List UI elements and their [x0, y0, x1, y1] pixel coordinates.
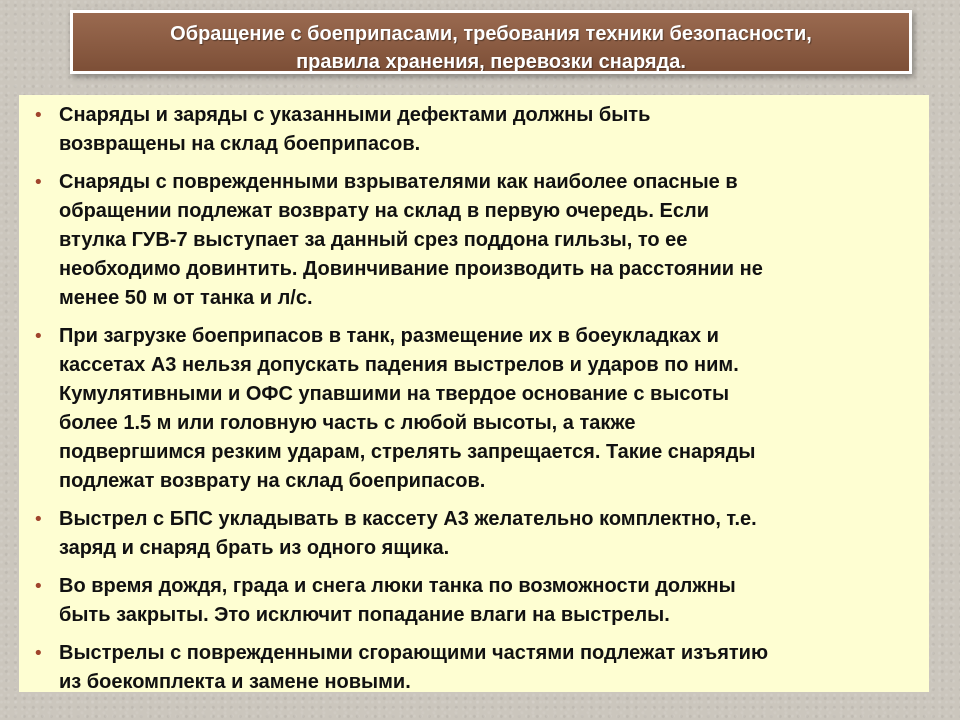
- bullet-text: [59, 322, 917, 496]
- bullet-text-line: более 1.5 м или головную часть с любой высоты, а также: [59, 412, 636, 434]
- bullet-text-line: втулка ГУВ-7 выступает за данный срез поддона гильзы, то ее: [59, 229, 688, 251]
- bullet-text-line: Во время дождя, града и снега люки танка по возможности должны: [59, 575, 736, 597]
- bullet-text: [59, 101, 917, 159]
- slide-title-line-2: правила хранения, перевозки снаряда.: [296, 51, 686, 73]
- bullet-text-line: Выстрелы с поврежденными сгорающими частями подлежат изъятию: [59, 642, 769, 664]
- bullet-dot-icon: •: [33, 326, 44, 347]
- slide-title: [73, 13, 909, 74]
- bullet-text-line: возвращены на склад боеприпасов.: [59, 133, 421, 155]
- bullet-text: [59, 639, 917, 697]
- content-panel: [19, 95, 929, 692]
- bullet-text-line: из боекомплекта и замене новыми.: [59, 671, 411, 693]
- bullet-text-line: Кумулятивными и ОФС упавшими на твердое основание с высоты: [59, 383, 730, 405]
- bullet-list: [29, 101, 917, 697]
- bullet-item: [29, 639, 917, 697]
- bullet-text-line: подлежат возврату на склад боеприпасов.: [59, 470, 486, 492]
- bullet-text-line: необходимо довинтить. Довинчивание производить на расстоянии не: [59, 258, 763, 280]
- bullet-text: [59, 572, 917, 630]
- bullet-text-line: подвергшимся резким ударам, стрелять запрещается. Такие снаряды: [59, 441, 756, 463]
- slide-title-banner: [70, 10, 912, 74]
- bullet-text-line: менее 50 м от танка и л/с.: [59, 287, 313, 309]
- bullet-item: [29, 572, 917, 630]
- bullet-text: [59, 168, 917, 313]
- bullet-text-line: заряд и снаряд брать из одного ящика.: [59, 537, 450, 559]
- bullet-text-line: быть закрыты. Это исключит попадание влаги на выстрелы.: [59, 604, 670, 626]
- slide-title-line-1: Обращение с боеприпасами, требования техники безопасности,: [170, 23, 812, 45]
- bullet-text-line: кассетах А3 нельзя допускать падения выстрелов и ударов по ним.: [59, 354, 739, 376]
- bullet-item: [29, 101, 917, 159]
- bullet-dot-icon: •: [33, 105, 44, 126]
- bullet-text-line: Снаряды с поврежденными взрывателями как наиболее опасные в: [59, 171, 738, 193]
- bullet-item: [29, 505, 917, 563]
- bullet-dot-icon: •: [33, 643, 44, 664]
- bullet-text-line: обращении подлежат возврату на склад в первую очередь. Если: [59, 200, 709, 222]
- bullet-dot-icon: •: [33, 509, 44, 530]
- bullet-text-line: При загрузке боеприпасов в танк, размещение их в боеукладках и: [59, 325, 719, 347]
- bullet-dot-icon: •: [33, 172, 44, 193]
- bullet-dot-icon: •: [33, 576, 44, 597]
- bullet-item: [29, 168, 917, 313]
- bullet-text-line: Снаряды и заряды с указанными дефектами должны быть: [59, 104, 651, 126]
- bullet-text-line: Выстрел с БПС укладывать в кассету А3 желательно комплектно, т.е.: [59, 508, 757, 530]
- bullet-text: [59, 505, 917, 563]
- bullet-item: [29, 322, 917, 496]
